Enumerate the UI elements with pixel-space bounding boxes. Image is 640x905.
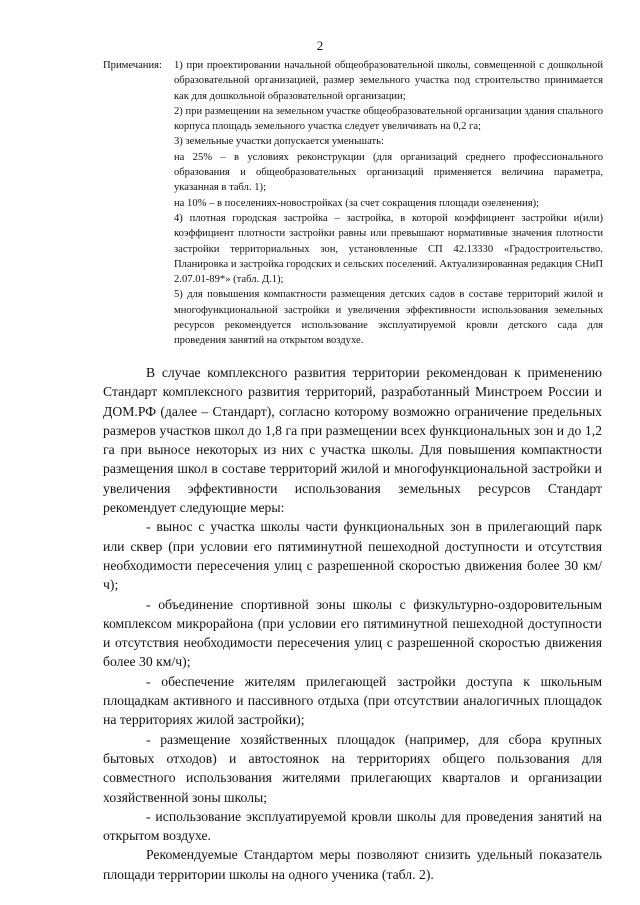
note-item: на 10% – в поселениях-новостройках (за счет сокращения площади озеленения); [174, 197, 540, 209]
measure-list-item: - использование эксплуатируемой кровли школы для проведения занятий на открытом воздухе. [103, 808, 602, 844]
measure-list-item: - размещение хозяйственных площадок (например, для сбора крупных бытовых отходов) и автостоянок на территориях общего пользования для совместного использования жителями прилегающих кварталов и организации хозяйственной зоны школы; [103, 731, 602, 805]
notes-label: Примечания: [103, 60, 162, 71]
note-item: на 25% – в условиях реконструкции (для организаций среднего профессионального образования и общеобразовательных организаций применяется величина параметра, указанная в табл. 1); [174, 151, 603, 194]
measure-list-item: - объединение спортивной зоны школы с физкультурно-оздоровительным комплексом микрорайона (при условии его пятиминутной пешеходной доступности и отсутствия необходимости пересечения улиц с разрешенной скоростью движения более 30 км/ч); [103, 596, 602, 670]
measure-list-item: - обеспечение жителям прилегающей застройки доступа к школьным площадкам активного и пассивного отдыха (при отсутствии аналогичных площадок на территориях жилой застройки); [103, 673, 602, 728]
notes-block [103, 58, 603, 349]
body-paragraph: В случае комплексного развития территории рекомендован к применению Стандарт комплексного развития территорий, разработанный Минстроем России и ДОМ.РФ (далее – Стандарт), согласно которому возможно ограничение предельных размеров участков школ до 1,8 га при размещении всех функциональных зон и до 1,2 га при выносе некоторых из них с участка школы. Для повышения компактности размещения школ в составе территорий жилой и многофункциональной застройки и увеличения эффективности использования земельных ресурсов Стандарт рекомендует следующие меры: [103, 365, 602, 516]
note-item: 3) земельные участки допускается уменьшать: [174, 136, 384, 148]
note-item: 5) для повышения компактности размещения детских садов в составе территорий жилой и многофункциональной застройки и увеличения эффективности использования земельных ресурсов рекомендуется использование эксплуатируемой кровли детского сада для проведения занятий на открытом воздухе. [174, 289, 603, 347]
body-paragraph: Рекомендуемые Стандартом меры позволяют снизить удельный показатель площади территории школы на одного ученика (табл. 2). [103, 847, 602, 882]
measure-list-item: - вынос с участка школы части функциональных зон в прилегающий парк или сквер (при условии его пятиминутной пешеходной доступности и отсутствия необходимости пересечения улиц с разрешенной скоростью движения более 30 км/ч); [103, 519, 602, 593]
body-text [103, 363, 602, 884]
note-item: 4) плотная городская застройка – застройка, в которой коэффициент застройки и(или) коэффициент плотности застройки равны или превышают нормативные значения плотности застройки территориальных зон, установленные СП 42.13330 «Градостроительство. Планировка и застройка городских и сельских поселений. Актуализированная редакция СНиП 2.07.01-89*» (табл. Д.1); [174, 212, 603, 286]
note-item: 2) при размещении на земельном участке общеобразовательной организации здания спального корпуса площадь земельного участка следует увеличивать на 0,2 га; [174, 105, 603, 133]
page-number: 2 [316, 38, 324, 53]
note-item: 1) при проектировании начальной общеобразовательной школы, совмещенной с дошкольной образовательной организацией, размер земельного участка под строительство принимается как для дошкольной образовательной организации; [174, 60, 603, 102]
